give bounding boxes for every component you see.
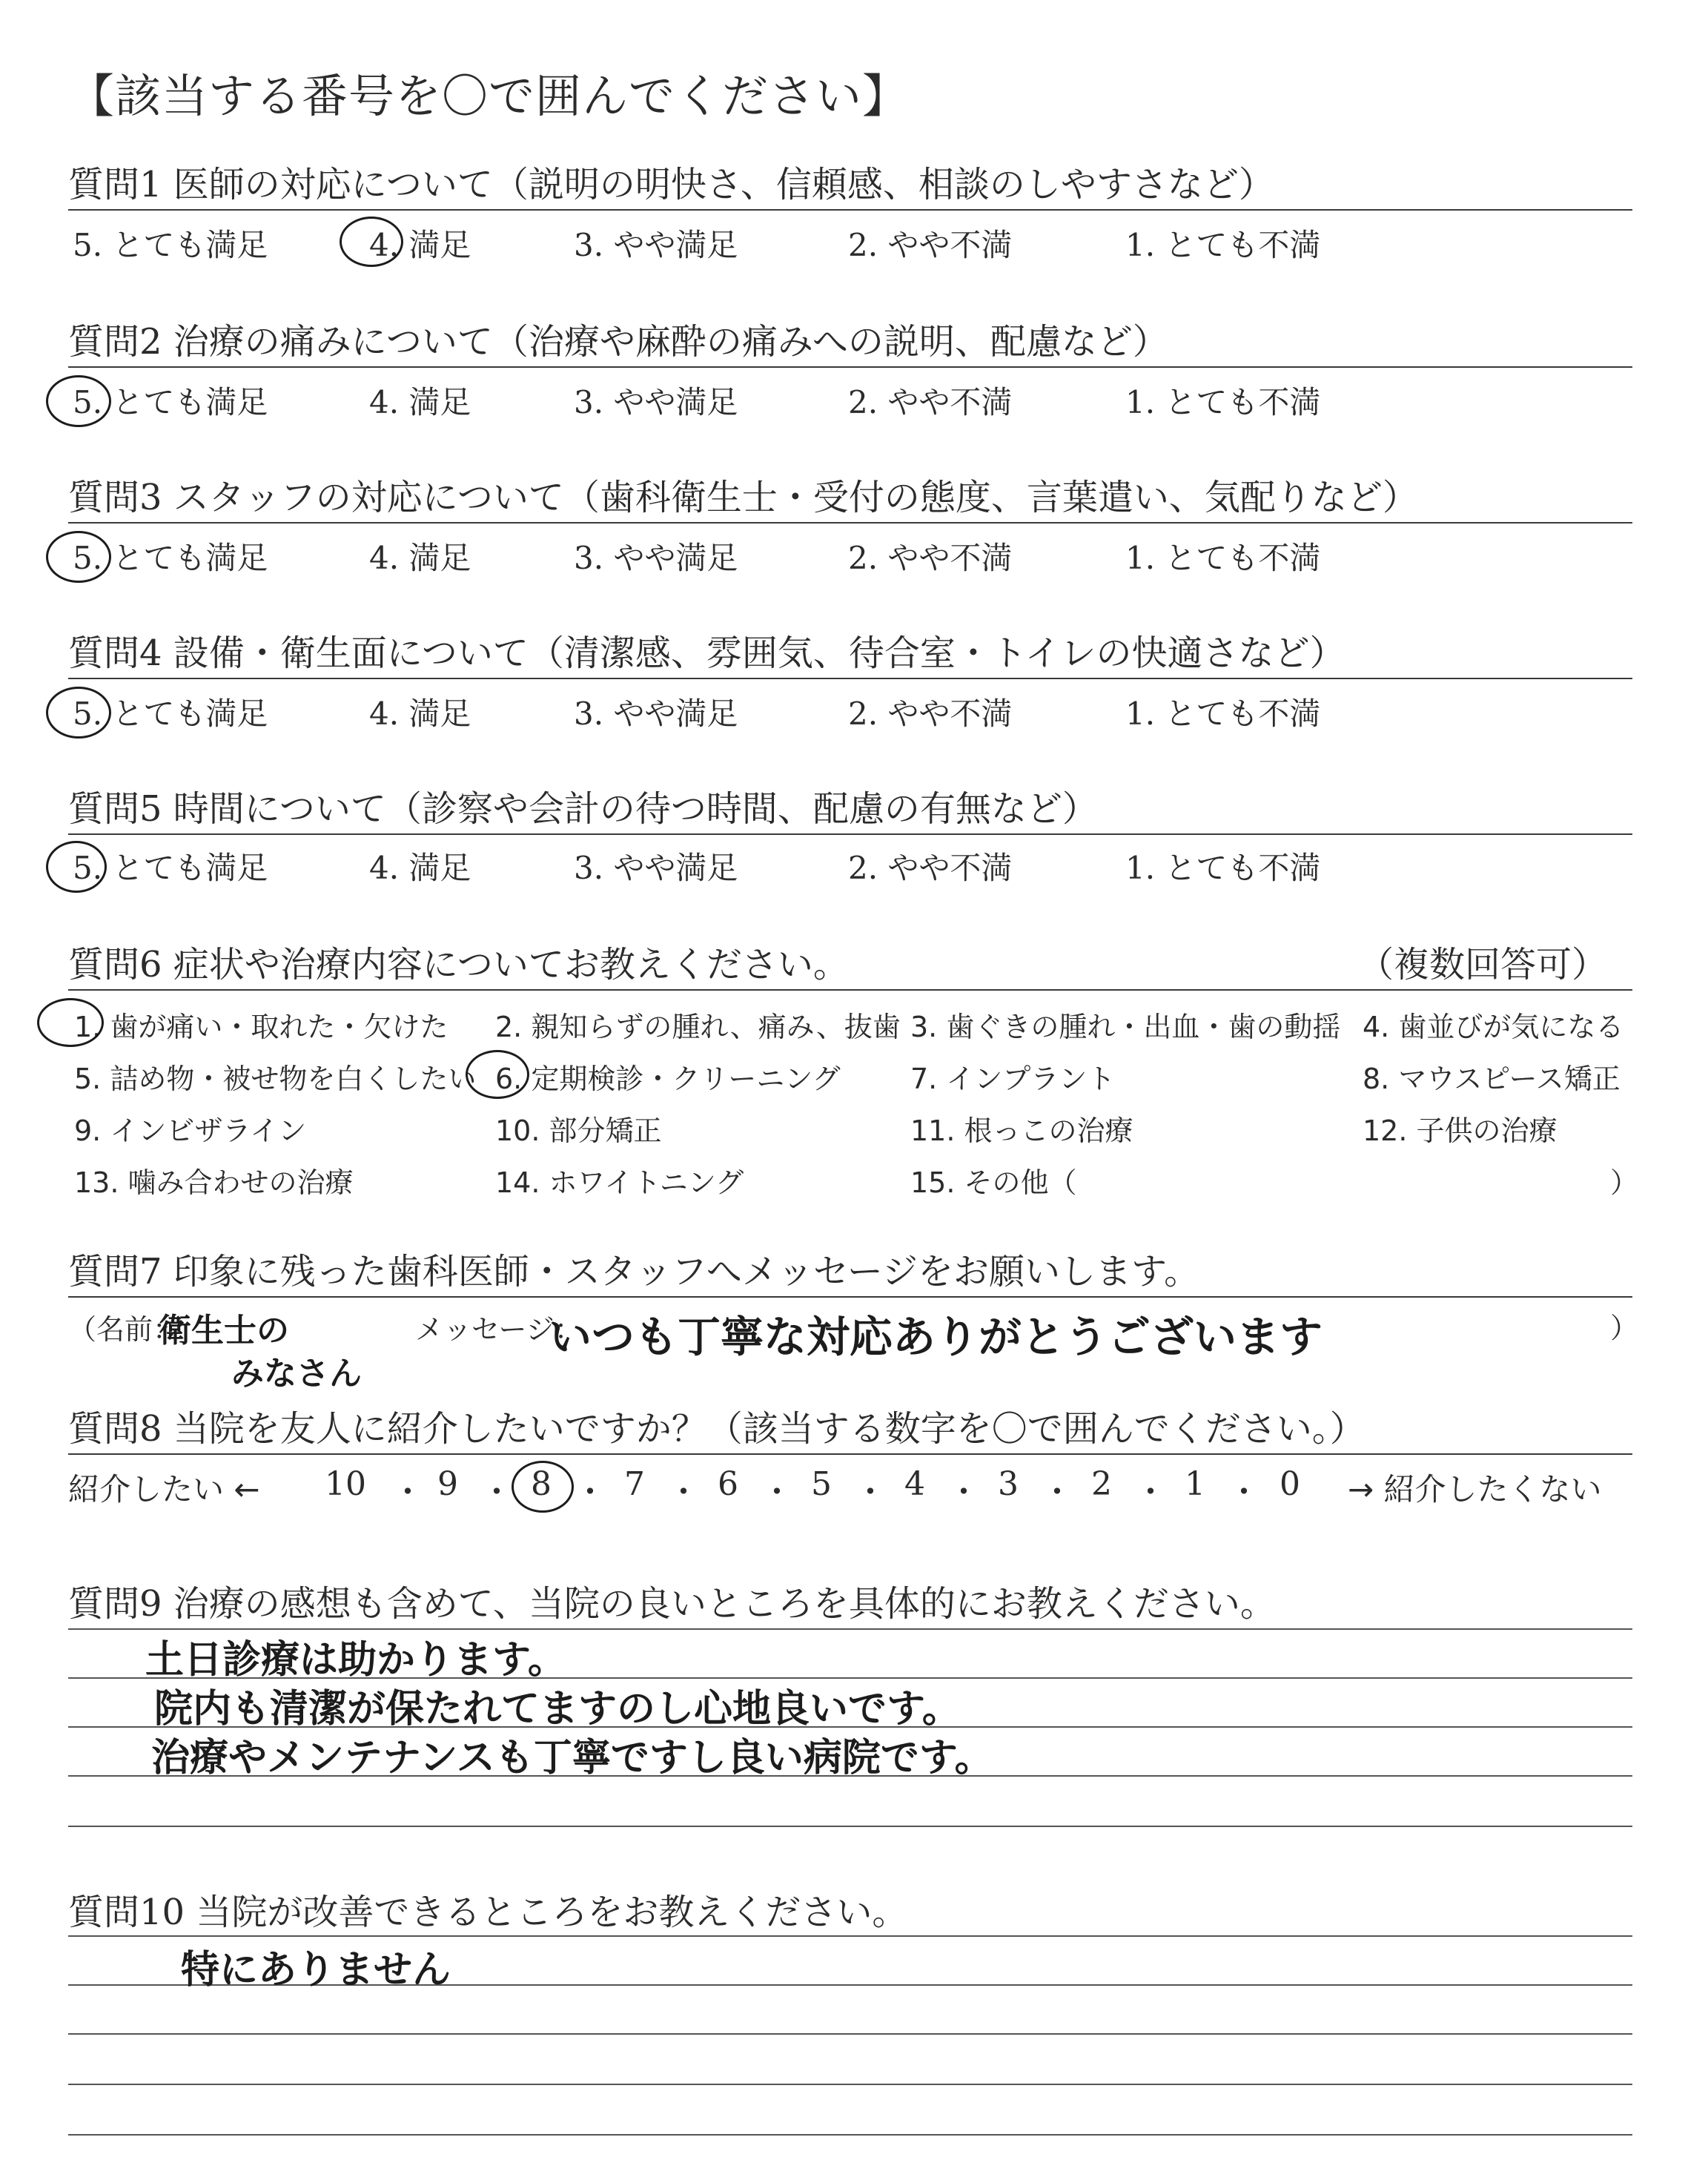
q2-option-1[interactable]: 1. とても不満 [1125,384,1321,420]
question-8-title: 質問8 当院を友人に紹介したいですか？（該当する数字を〇で囲んでください。） [68,1408,1366,1450]
q6-option-9[interactable]: 9. インビザライン [74,1114,307,1147]
q1-option-2[interactable]: 2. やや不満 [848,227,1013,263]
q4-selection-circle [46,687,111,739]
q5-option-3[interactable]: 3. やや満足 [574,850,738,886]
q7-name-label: （名前： [68,1313,182,1346]
q8-left-label: 紹介したい ← [68,1471,260,1507]
q4-option-5[interactable]: 5. とても満足 [73,696,268,732]
question-4-rule [68,678,1632,679]
q8-dot: ・ [854,1473,887,1511]
q6-option-4[interactable]: 4. 歯並びが気になる [1363,1011,1624,1043]
q10-answer-line [68,2033,1632,2035]
question-3-title: 質問3 スタッフの対応について（歯科衛生士・受付の態度、言葉遣い、気配りなど） [68,477,1418,518]
q9-answer-2[interactable]: 院内も清潔が保たれてますのし心地良いです。 [154,1687,961,1731]
q7-name-value-line1[interactable]: 衛生士の [159,1312,289,1350]
q6-option-14[interactable]: 14. ホワイトニング [495,1166,744,1199]
q8-scale-8[interactable]: 8 [531,1465,552,1503]
q7-message-label: メッセージ： [415,1313,583,1346]
q8-scale-0[interactable]: 0 [1280,1465,1300,1503]
q6-other-close: ） [1610,1166,1639,1199]
q1-option-4[interactable]: 4. 満足 [369,227,471,263]
q8-dot: ・ [574,1473,606,1511]
question-7-title: 質問7 印象に残った歯科医師・スタッフへメッセージをお願いします。 [68,1251,1200,1292]
q7-message-value[interactable]: いつも丁寧な対応ありがとうございます [549,1312,1323,1362]
question-3-rule [68,522,1632,524]
q3-option-1[interactable]: 1. とても不満 [1125,540,1321,576]
q1-option-5[interactable]: 5. とても満足 [73,227,268,263]
q4-option-3[interactable]: 3. やや満足 [574,696,738,732]
q8-scale-6[interactable]: 6 [718,1465,738,1503]
q8-scale-4[interactable]: 4 [904,1465,925,1503]
q6-option-10[interactable]: 10. 部分矯正 [495,1114,662,1147]
question-2-title: 質問2 治療の痛みについて（治療や麻酔の痛みへの説明、配慮など） [68,321,1168,363]
q8-dot: ・ [667,1473,700,1511]
q3-option-5[interactable]: 5. とても満足 [73,540,268,576]
q6-selection-circle-6 [466,1050,529,1099]
q8-dot: ・ [391,1473,424,1511]
q5-option-4[interactable]: 4. 満足 [369,850,471,886]
q8-scale-5[interactable]: 5 [811,1465,832,1503]
question-5-title: 質問5 時間について（診察や会計の待つ時間、配慮の有無など） [68,788,1098,830]
question-1-title: 質問1 医師の対応について（説明の明快さ、信頼感、相談のしやすさなど） [68,164,1274,205]
q6-option-5[interactable]: 5. 詰め物・被せ物を白くしたい [74,1063,477,1095]
q1-option-1[interactable]: 1. とても不満 [1125,227,1321,263]
q2-selection-circle [46,375,111,427]
q2-option-2[interactable]: 2. やや不満 [848,384,1013,420]
q7-close: ） [1610,1312,1639,1344]
q7-name-value-line2[interactable]: みなさん [231,1355,362,1393]
q8-dot: ・ [480,1473,513,1511]
q8-scale-7[interactable]: 7 [624,1465,645,1503]
question-2-rule [68,366,1632,368]
question-7-rule [68,1296,1632,1298]
question-9-title: 質問9 治療の感想も含めて、当院の良いところを具体的にお教えください。 [68,1583,1276,1625]
q8-dot: ・ [1134,1473,1167,1511]
q2-option-3[interactable]: 3. やや満足 [574,384,738,420]
q10-answer-line [68,2084,1632,2085]
q1-selection-circle [340,217,403,267]
q2-option-4[interactable]: 4. 満足 [369,384,471,420]
q6-option-12[interactable]: 12. 子供の治療 [1363,1114,1558,1147]
q5-option-1[interactable]: 1. とても不満 [1125,850,1321,886]
question-5-rule [68,833,1632,835]
question-1-rule [68,209,1632,211]
q8-scale-10[interactable]: 10 [325,1465,366,1503]
q5-selection-circle [46,841,107,893]
question-8-rule [68,1453,1632,1455]
q6-option-13[interactable]: 13. 噛み合わせの治療 [74,1166,354,1199]
q3-option-4[interactable]: 4. 満足 [369,540,471,576]
question-6-note: （複数回答可） [1358,944,1608,985]
q8-dot: ・ [1228,1473,1260,1511]
q3-option-3[interactable]: 3. やや満足 [574,540,738,576]
q9-answer-line [68,1826,1632,1827]
q8-scale-9[interactable]: 9 [437,1465,458,1503]
q3-option-2[interactable]: 2. やや不満 [848,540,1013,576]
q1-option-3[interactable]: 3. やや満足 [574,227,738,263]
q6-option-8[interactable]: 8. マウスピース矯正 [1363,1063,1621,1095]
q8-dot: ・ [1041,1473,1073,1511]
q4-option-4[interactable]: 4. 満足 [369,696,471,732]
question-6-title: 質問6 症状や治療内容についてお教えください。 [68,944,849,985]
q5-option-2[interactable]: 2. やや不満 [848,850,1013,886]
q3-selection-circle [46,531,111,583]
q5-option-5[interactable]: 5. とても満足 [73,850,268,886]
q10-answer-line [68,1935,1632,1937]
question-10-title: 質問10 当院が改善できるところをお教えください。 [68,1892,908,1933]
q10-answer-1[interactable]: 特にありません [181,1948,451,1992]
q9-answer-3[interactable]: 治療やメンテナンスも丁寧ですし良い病院です。 [151,1736,993,1780]
q6-option-2[interactable]: 2. 親知らずの腫れ、痛み、抜歯 [495,1011,901,1043]
q9-answer-1[interactable]: 土日診療は助かります。 [145,1638,566,1682]
q8-scale-1[interactable]: 1 [1185,1465,1205,1503]
q6-option-11[interactable]: 11. 根っこの治療 [910,1114,1133,1147]
q6-option-6[interactable]: 6. 定期検診・クリーニング [495,1063,841,1095]
q4-option-2[interactable]: 2. やや不満 [848,696,1013,732]
q6-option-15[interactable]: 15. その他（ [910,1166,1077,1199]
q2-option-5[interactable]: 5. とても満足 [73,384,268,420]
form-heading: 【該当する番号を〇で囲んでください】 [68,69,910,123]
q4-option-1[interactable]: 1. とても不満 [1125,696,1321,732]
q8-scale-3[interactable]: 3 [998,1465,1019,1503]
question-4-title: 質問4 設備・衛生面について（清潔感、雰囲気、待合室・トイレの快適さなど） [68,633,1345,674]
question-6-rule [68,989,1632,991]
q6-option-7[interactable]: 7. インプラント [910,1063,1116,1095]
q6-option-3[interactable]: 3. 歯ぐきの腫れ・出血・歯の動揺 [910,1011,1341,1043]
q6-option-1[interactable]: 1. 歯が痛い・取れた・欠けた [74,1011,448,1043]
q8-dot: ・ [947,1473,980,1511]
q10-answer-line [68,2134,1632,2136]
q6-selection-circle-1 [37,998,104,1047]
q8-dot: ・ [761,1473,793,1511]
q8-right-label: → 紹介したくない [1348,1471,1602,1507]
q8-scale-2[interactable]: 2 [1091,1465,1112,1503]
q8-selection-circle [512,1461,574,1513]
